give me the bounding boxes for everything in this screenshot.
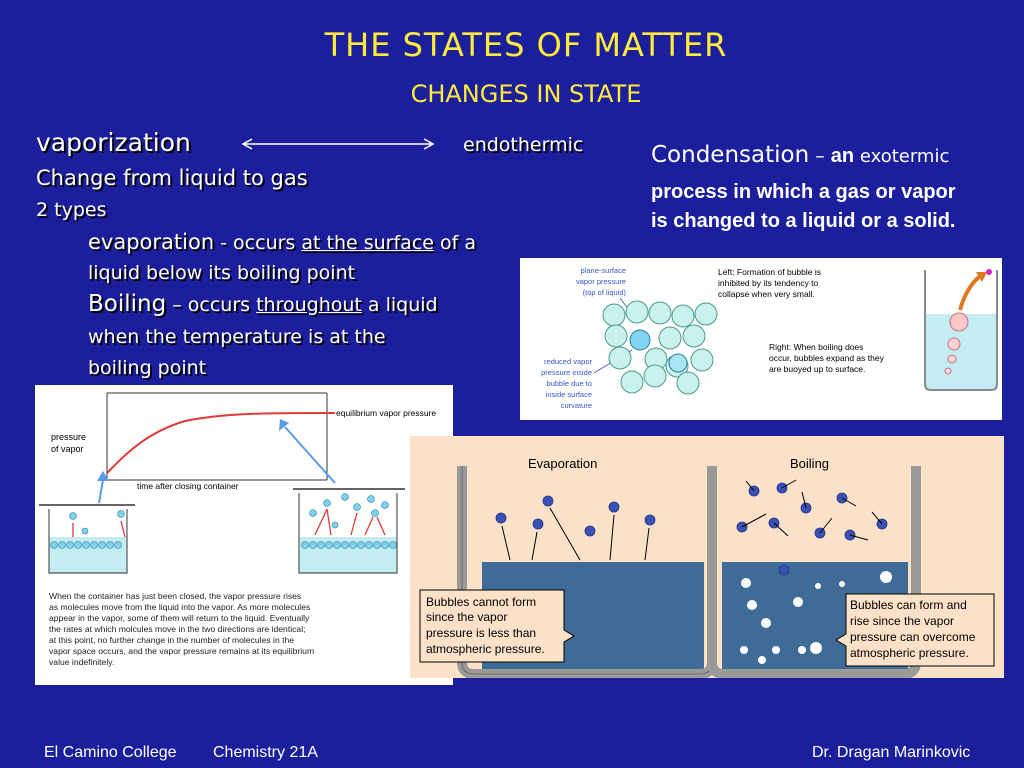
evap-note-2: since the vapor: [426, 610, 508, 624]
vapor-caption-3: appear in the vapor, some of them will return to the liquid. Eventually: [49, 613, 310, 623]
boiling-line: [88, 291, 438, 317]
vapor-eq-label: equilibrium vapor pressure: [336, 408, 437, 418]
condensation-dash: –: [809, 145, 831, 167]
vapor-caption-4: the rates at which molcules move in the two directions are identical;: [49, 624, 306, 634]
evaporation-end: of a: [433, 232, 476, 254]
vapor-pressure-figure: [35, 385, 453, 685]
vapor-caption-1: When the container has just been closed, the vapor pressure rises: [49, 591, 302, 601]
evaporation-term: evaporation: [88, 230, 215, 254]
bubble-right-note-1: Right: When boiling does: [769, 342, 864, 352]
bubble-right-note-2: occur, bubbles expand as they: [769, 353, 884, 363]
vaporization-heading: vaporization: [36, 128, 191, 157]
evap-note-3: pressure is less than: [426, 626, 537, 640]
bubble-label-bottom-4: inside surface: [545, 390, 592, 399]
slide-subtitle: CHANGES IN STATE: [410, 80, 642, 108]
slide-title: THE STATES OF MATTER: [324, 26, 728, 64]
types-count: 2 types: [36, 199, 107, 221]
boil-note-3: pressure can overcome: [850, 630, 976, 644]
evaporation-underline: at the surface: [301, 232, 434, 254]
bubble-label-top-3: (top of liquid): [582, 288, 626, 297]
endothermic-label: endothermic: [463, 134, 584, 156]
bubble-label-bottom-2: pressure inside: [541, 368, 592, 377]
bubble-label-bottom-3: bubble due to: [546, 379, 592, 388]
boiling-underline: throughout: [256, 294, 362, 316]
vapor-caption-5: at this point, no further change in the number of molecules in the: [49, 635, 295, 645]
condensation-an: an: [830, 145, 855, 167]
evaporation-line-2: liquid below its boiling point: [88, 262, 356, 284]
bubble-left-note-1: Left: Formation of bubble is: [718, 267, 822, 277]
footer-college: El Camino College: [44, 744, 177, 761]
vapor-caption-2: as molecules move from the liquid into the vapor. As more molecules: [49, 602, 311, 612]
evap-note-4: atmospheric pressure.: [426, 642, 545, 656]
condensation-line: [651, 142, 949, 168]
boiling-term: Boiling: [88, 291, 167, 317]
evap-note-1: Bubbles cannot form: [426, 595, 537, 609]
condensation-exotermic: exotermic: [854, 146, 950, 167]
bubble-label-top-1: plane-surface: [580, 266, 626, 275]
vapor-caption-6: vapor space occurs, and the vapor pressure remains at its equilibrium: [49, 646, 315, 656]
boil-note-1: Bubbles can form and: [850, 598, 967, 612]
evaporation-mid: - occurs: [214, 232, 302, 254]
evaporation-title: Evaporation: [528, 456, 598, 471]
bubble-label-top-2: vapor pressure: [575, 277, 626, 286]
boil-note-4: atmospheric pressure.: [850, 646, 969, 660]
footer-course: Chemistry 21A: [213, 744, 318, 761]
vapor-ylabel-2: of vapor: [51, 444, 84, 454]
boiling-line-3: boiling point: [88, 357, 207, 379]
bubble-label-bottom-1: reduced vapor: [544, 357, 592, 366]
footer-author: Dr. Dragan Marinkovic: [812, 744, 971, 761]
boiling-end: a liquid: [361, 294, 438, 316]
boiling-line-2: when the temperature is at the: [88, 326, 386, 348]
boil-note-2: rise since the vapor: [850, 614, 955, 628]
bubble-figure: [520, 258, 1002, 420]
condensation-term: Condensation: [651, 142, 810, 168]
change-definition: Change from liquid to gas: [36, 166, 308, 190]
vapor-ylabel-1: pressure: [51, 432, 87, 442]
condensation-line-2: process in which a gas or vapor: [651, 181, 956, 203]
bubble-label-bottom-5: curvature: [560, 401, 592, 410]
evaporation-line: [88, 230, 476, 254]
vapor-xlabel: time after closing container: [137, 481, 239, 491]
boiling-mid: – occurs: [166, 294, 257, 316]
double-arrow-icon: [238, 134, 438, 154]
bubble-right-note-3: are buoyed up to surface.: [769, 364, 866, 374]
bubble-left-note-3: collapse when very small.: [718, 289, 815, 299]
bubble-left-note-2: inhibited by its tendency to: [718, 278, 819, 288]
evaporation-boiling-figure: [410, 436, 1004, 678]
boiling-title: Boiling: [790, 456, 830, 471]
vapor-caption-7: value indefinitely.: [49, 657, 115, 667]
condensation-line-3: is changed to a liquid or a solid.: [651, 210, 956, 232]
